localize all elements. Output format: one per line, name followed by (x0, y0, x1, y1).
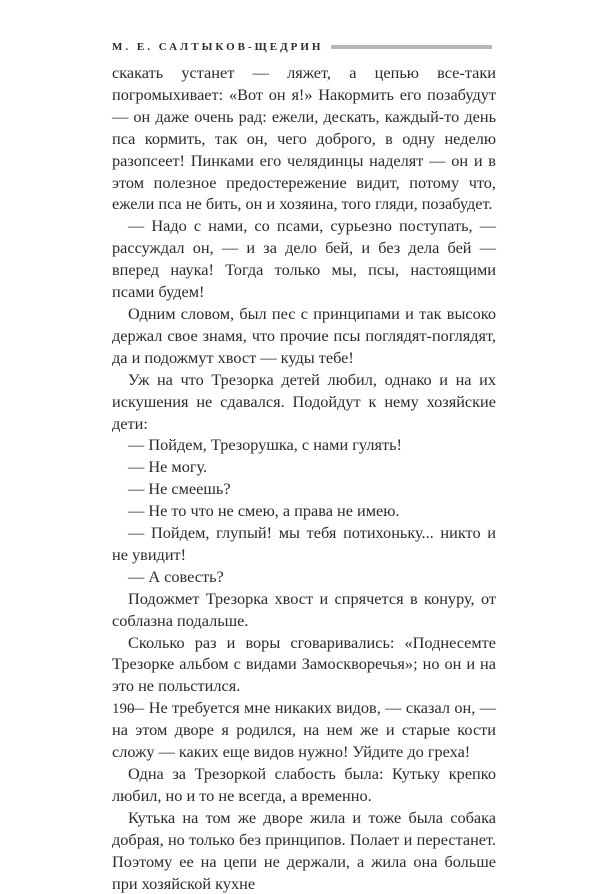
paragraph: — Надо с нами, со псами, сурьезно поступать, — рассуждал он, — и за дело бей, и без дела бей — вперед наука! Тогда только мы, псы, настоящими псами будем! (112, 216, 496, 302)
paragraph: Сколько раз и воры сговаривались: «Поднесемте Трезорке альбом с видами Замоскворечья»; но он и на это не польстился. (112, 632, 496, 696)
paragraph: Подожмет Трезорка хвост и спрячется в конуру, от соблазна подальше. (112, 588, 496, 630)
paragraph: — Не смеешь? (128, 479, 231, 499)
paragraph: — Пойдем, Трезорушка, с нами гулять! (128, 435, 402, 455)
body-text (112, 62, 496, 894)
paragraph: — Не могу. (128, 457, 208, 477)
paragraph: Уж на что Трезорка детей любил, однако и на их искушения не сдавался. Подойдут к нему хозяйские дети: (112, 369, 496, 433)
running-head-rule (331, 45, 492, 49)
paragraph: — А совесть? (128, 566, 224, 586)
paragraph: — Пойдем, глупый! мы тебя потихоньку... никто и не увидит! (112, 523, 496, 564)
paragraph: Одна за Трезоркой слабость была: Кутьку крепко любил, но и то не всегда, а временно. (112, 764, 496, 805)
paragraph: — Не то что не смею, а права не имею. (128, 501, 400, 521)
running-head (112, 37, 492, 57)
paragraph: — Не требуется мне никаких видов, — сказал он, — на этом дворе я родился, на нем же и старые кости сложу — каких еще видов нужно! Уйдите до греха! (112, 698, 496, 762)
paragraph: Одним словом, был пес с принципами и так высоко держал свое знамя, что прочие псы поглядят-поглядят, да и подожмут хвост — куды тебе! (112, 303, 496, 367)
page-number: 190 (112, 701, 135, 717)
running-head-author: М. Е. САЛТЫКОВ-ЩЕДРИН (112, 41, 324, 53)
paragraph: Кутька на том же дворе жила и тоже была собака добрая, но только без принципов. Полает и перестанет. Поэтому ее на цепи не держали, а жила она больше при хозяйской кухне (112, 807, 496, 893)
paragraph: скакать устанет — ляжет, а цепью все-таки погромыхивает: «Вот он я!» Накормить его позабудут — он даже очень рад: ежели, дескать, каждый-то день пса кормить, так он, чего доброго, в одну неделю разопсеет! Пинками его челядинцы наделят — он и в этом полезное предостережение видит, потому что, ежели пса не бить, он и хозяина, того гляди, позабудет. (112, 63, 496, 214)
